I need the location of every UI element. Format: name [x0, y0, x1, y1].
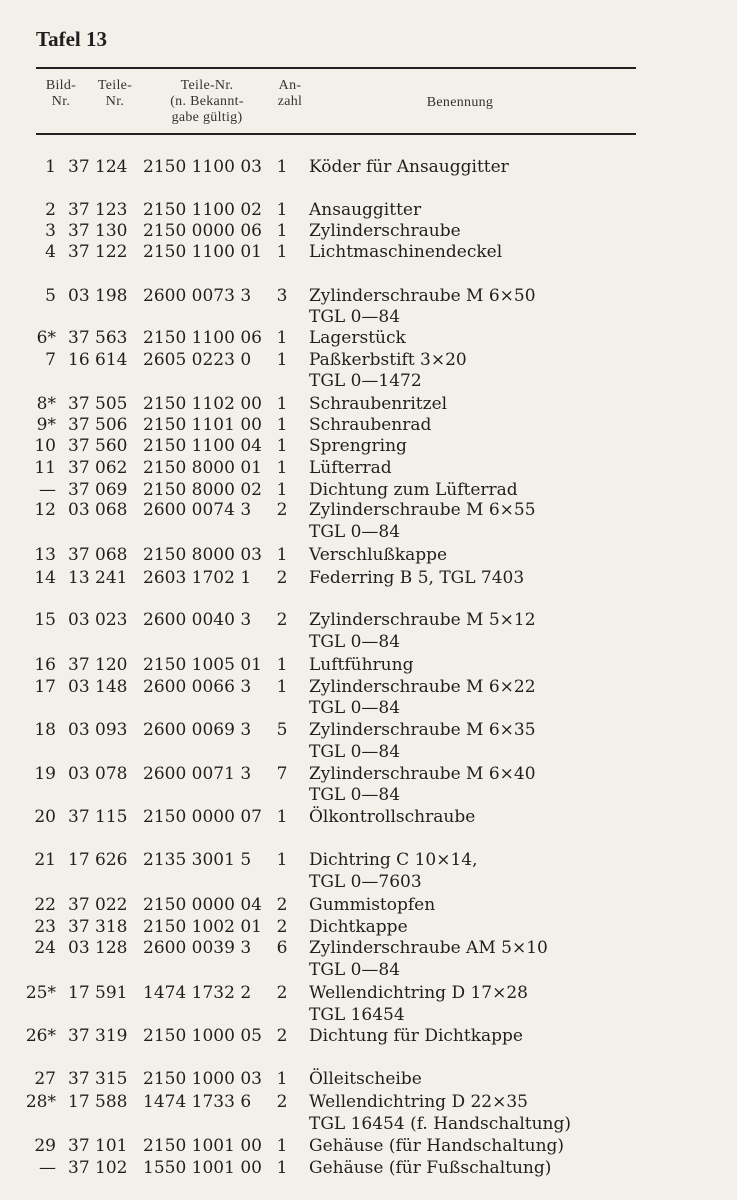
- table-row: [0, 850, 737, 870]
- header-teilenr-line1: Teile-Nr.: [180, 78, 234, 93]
- cell-teilenr: 2150 1101 00: [143, 415, 262, 435]
- table-row: [0, 610, 737, 630]
- cell-anz: 1: [276, 242, 288, 262]
- cell-bild: 24: [34, 938, 56, 958]
- table-row: [0, 632, 737, 652]
- cell-name: Ölkontrollschraube: [309, 807, 476, 827]
- table-row: [0, 371, 737, 391]
- cell-teile: 03 148: [68, 677, 128, 697]
- page-title: Tafel 13: [36, 27, 107, 51]
- cell-anz: 1: [276, 1136, 288, 1156]
- cell-teilenr: 2150 8000 02: [143, 480, 262, 500]
- cell-bild: 12: [34, 500, 56, 520]
- cell-anz: 2: [276, 917, 288, 937]
- cell-teile: 37 563: [68, 328, 128, 348]
- header-teile-line1: Teile-: [97, 78, 133, 93]
- cell-anz: 1: [276, 157, 288, 177]
- cell-anz: 6: [276, 938, 288, 958]
- table-row: [0, 436, 737, 456]
- cell-teile: 37 122: [68, 242, 128, 262]
- cell-anz: 2: [276, 500, 288, 520]
- header-benennung: Benennung: [426, 95, 494, 110]
- table-row: [0, 1092, 737, 1112]
- cell-name: Wellendichtring D 22×35: [309, 1092, 528, 1112]
- cell-teile: 03 023: [68, 610, 128, 630]
- cell-anz: 1: [276, 328, 288, 348]
- cell-teilenr: 2600 0066 3: [143, 677, 252, 697]
- cell-teile: 13 241: [68, 568, 128, 588]
- cell-name: TGL 0—84: [309, 698, 401, 718]
- table-row: [0, 742, 737, 762]
- cell-name: Köder für Ansauggitter: [309, 157, 509, 177]
- cell-name: TGL 16454: [309, 1005, 405, 1025]
- table-row: [0, 568, 737, 588]
- table-row: [0, 960, 737, 980]
- cell-name: Ölleitscheibe: [309, 1069, 422, 1089]
- cell-bild: —: [39, 1158, 56, 1178]
- header-bild: [38, 78, 84, 110]
- cell-name: Gehäuse (für Fußschaltung): [309, 1158, 552, 1178]
- table-row: [0, 221, 737, 241]
- cell-bild: 9*: [36, 415, 56, 435]
- cell-teile: 37 505: [68, 394, 128, 414]
- cell-bild: 16: [34, 655, 56, 675]
- cell-anz: 1: [276, 200, 288, 220]
- cell-name: TGL 0—7603: [309, 872, 422, 892]
- table-row: [0, 895, 737, 915]
- cell-anz: 1: [276, 221, 288, 241]
- cell-name: Sprengring: [309, 436, 407, 456]
- table-row: [0, 1026, 737, 1046]
- header-bild-line1: Bild-: [45, 78, 77, 93]
- cell-teilenr: 2150 1001 00: [143, 1136, 262, 1156]
- header-teile-line2: Nr.: [105, 94, 125, 109]
- cell-teile: 37 130: [68, 221, 128, 241]
- cell-teile: 37 318: [68, 917, 128, 937]
- table-row: [0, 1114, 737, 1134]
- table-row: [0, 458, 737, 478]
- table-row: [0, 764, 737, 784]
- cell-name: Dichtkappe: [309, 917, 408, 937]
- cell-bild: 17: [34, 677, 56, 697]
- header-top-rule: [36, 67, 636, 69]
- cell-teilenr: 2150 1005 01: [143, 655, 262, 675]
- cell-name: Zylinderschraube: [309, 221, 461, 241]
- cell-bild: 18: [34, 720, 56, 740]
- cell-teilenr: 2150 1100 03: [143, 157, 262, 177]
- cell-teilenr: 2150 0000 04: [143, 895, 262, 915]
- cell-teilenr: 2600 0073 3: [143, 286, 252, 306]
- cell-bild: 10: [34, 436, 56, 456]
- cell-teilenr: 2135 3001 5: [143, 850, 252, 870]
- cell-anz: 2: [276, 983, 288, 1003]
- cell-bild: 14: [34, 568, 56, 588]
- cell-name: Federring B 5, TGL 7403: [309, 568, 525, 588]
- cell-anz: 1: [276, 1158, 288, 1178]
- table-row: [0, 242, 737, 262]
- cell-teile: 37 022: [68, 895, 128, 915]
- cell-teile: 17 591: [68, 983, 128, 1003]
- cell-bild: 28*: [25, 1092, 56, 1112]
- cell-name: TGL 0—84: [309, 632, 401, 652]
- cell-teilenr: 2150 1100 01: [143, 242, 262, 262]
- cell-teile: 03 093: [68, 720, 128, 740]
- cell-name: Zylinderschraube M 6×40: [309, 764, 536, 784]
- cell-bild: 29: [34, 1136, 56, 1156]
- cell-bild: 15: [34, 610, 56, 630]
- cell-anz: 7: [276, 764, 288, 784]
- table-row: [0, 872, 737, 892]
- cell-teilenr: 2600 0071 3: [143, 764, 252, 784]
- table-row: [0, 938, 737, 958]
- header-teilenr-line3: gabe gültig): [171, 110, 243, 125]
- cell-bild: 6*: [36, 328, 56, 348]
- cell-teilenr: 2150 1002 01: [143, 917, 262, 937]
- cell-anz: 1: [276, 436, 288, 456]
- cell-bild: 4: [45, 242, 56, 262]
- cell-name: Lagerstück: [309, 328, 406, 348]
- cell-teile: 17 626: [68, 850, 128, 870]
- cell-name: Paßkerbstift 3×20: [309, 350, 467, 370]
- cell-teile: 03 078: [68, 764, 128, 784]
- cell-name: Dichtung zum Lüfterrad: [309, 480, 518, 500]
- cell-teile: 37 068: [68, 545, 128, 565]
- cell-bild: 2: [45, 200, 56, 220]
- cell-teilenr: 1474 1733 6: [143, 1092, 252, 1112]
- cell-anz: 1: [276, 1069, 288, 1089]
- table-row: [0, 522, 737, 542]
- cell-name: Gummistopfen: [309, 895, 436, 915]
- table-row: [0, 917, 737, 937]
- cell-name: TGL 0—1472: [309, 371, 422, 391]
- cell-bild: 5: [45, 286, 56, 306]
- cell-bild: 25*: [25, 983, 56, 1003]
- cell-teilenr: 2150 1100 06: [143, 328, 262, 348]
- cell-name: Zylinderschraube M 6×35: [309, 720, 536, 740]
- cell-teile: 37 506: [68, 415, 128, 435]
- cell-bild: 11: [34, 458, 56, 478]
- cell-teilenr: 2150 0000 06: [143, 221, 262, 241]
- cell-anz: 3: [276, 286, 288, 306]
- cell-anz: 1: [276, 545, 288, 565]
- cell-anz: 2: [276, 1026, 288, 1046]
- cell-bild: 22: [34, 895, 56, 915]
- cell-teile: 37 123: [68, 200, 128, 220]
- cell-name: TGL 0—84: [309, 785, 401, 805]
- cell-name: TGL 16454 (f. Handschaltung): [309, 1114, 572, 1134]
- table-row: [0, 720, 737, 740]
- header-teile: [88, 78, 142, 110]
- cell-anz: 1: [276, 850, 288, 870]
- cell-teilenr: 2150 1100 04: [143, 436, 262, 456]
- cell-teilenr: 2600 0039 3: [143, 938, 252, 958]
- cell-name: Zylinderschraube M 5×12: [309, 610, 536, 630]
- cell-anz: 1: [276, 480, 288, 500]
- table-row: [0, 500, 737, 520]
- cell-bild: 23: [34, 917, 56, 937]
- table-row: [0, 785, 737, 805]
- cell-bild: 3: [45, 221, 56, 241]
- cell-name: Wellendichtring D 17×28: [309, 983, 528, 1003]
- table-row: [0, 480, 737, 500]
- table-row: [0, 350, 737, 370]
- table-row: [0, 983, 737, 1003]
- header-anzahl-line2: zahl: [277, 94, 303, 109]
- header-teilenr-line2: (n. Bekannt-: [170, 94, 244, 109]
- cell-teilenr: 1550 1001 00: [143, 1158, 262, 1178]
- cell-bild: 20: [34, 807, 56, 827]
- table-row: [0, 1136, 737, 1156]
- cell-teilenr: 2150 0000 07: [143, 807, 262, 827]
- cell-teilenr: 2150 1000 03: [143, 1069, 262, 1089]
- cell-anz: 1: [276, 655, 288, 675]
- table-row: [0, 1069, 737, 1089]
- cell-name: TGL 0—84: [309, 960, 401, 980]
- cell-name: Lichtmaschinendeckel: [309, 242, 503, 262]
- cell-name: TGL 0—84: [309, 307, 401, 327]
- cell-bild: 1: [45, 157, 56, 177]
- cell-bild: 27: [34, 1069, 56, 1089]
- cell-teile: 03 128: [68, 938, 128, 958]
- table-row: [0, 677, 737, 697]
- cell-name: Gehäuse (für Handschaltung): [309, 1136, 565, 1156]
- cell-teilenr: 2150 8000 01: [143, 458, 262, 478]
- cell-anz: 2: [276, 1092, 288, 1112]
- cell-name: Ansauggitter: [309, 200, 422, 220]
- cell-name: Verschlußkappe: [309, 545, 448, 565]
- cell-teilenr: 2603 1702 1: [143, 568, 252, 588]
- table-row: [0, 655, 737, 675]
- cell-name: Dichtung für Dichtkappe: [309, 1026, 523, 1046]
- cell-bild: 21: [34, 850, 56, 870]
- cell-teilenr: 1474 1732 2: [143, 983, 252, 1003]
- cell-name: TGL 0—84: [309, 742, 401, 762]
- cell-name: Schraubenritzel: [309, 394, 448, 414]
- table-row: [0, 328, 737, 348]
- cell-teile: 37 315: [68, 1069, 128, 1089]
- table-row: [0, 307, 737, 327]
- header-bild-line2: Nr.: [51, 94, 71, 109]
- table-row: [0, 698, 737, 718]
- table-row: [0, 394, 737, 414]
- cell-anz: 1: [276, 350, 288, 370]
- cell-anz: 5: [276, 720, 288, 740]
- cell-teile: 37 102: [68, 1158, 128, 1178]
- table-row: [0, 200, 737, 220]
- cell-bild: 7: [45, 350, 56, 370]
- cell-name: Luftführung: [309, 655, 414, 675]
- cell-teile: 37 319: [68, 1026, 128, 1046]
- cell-anz: 2: [276, 610, 288, 630]
- cell-teilenr: 2150 1100 02: [143, 200, 262, 220]
- cell-teile: 16 614: [68, 350, 128, 370]
- cell-teilenr: 2600 0069 3: [143, 720, 252, 740]
- cell-name: Zylinderschraube M 6×22: [309, 677, 536, 697]
- cell-anz: 1: [276, 677, 288, 697]
- cell-teile: 37 101: [68, 1136, 128, 1156]
- header-anzahl: [270, 78, 310, 110]
- table-row: [0, 807, 737, 827]
- cell-anz: 1: [276, 458, 288, 478]
- cell-teilenr: 2600 0074 3: [143, 500, 252, 520]
- cell-bild: 13: [34, 545, 56, 565]
- cell-teile: 37 120: [68, 655, 128, 675]
- cell-anz: 2: [276, 895, 288, 915]
- header-bottom-rule: [36, 133, 636, 135]
- cell-teile: 37 062: [68, 458, 128, 478]
- header-anzahl-line1: An-: [278, 78, 302, 93]
- cell-name: TGL 0—84: [309, 522, 401, 542]
- cell-teilenr: 2600 0040 3: [143, 610, 252, 630]
- table-row: [0, 1158, 737, 1178]
- cell-anz: 1: [276, 394, 288, 414]
- cell-name: Schraubenrad: [309, 415, 432, 435]
- header-teilenr: [143, 78, 271, 126]
- table-row: [0, 286, 737, 306]
- cell-teilenr: 2150 8000 03: [143, 545, 262, 565]
- cell-name: Dichtring C 10×14,: [309, 850, 478, 870]
- cell-teile: 37 124: [68, 157, 128, 177]
- cell-teilenr: 2150 1102 00: [143, 394, 262, 414]
- cell-bild: 19: [34, 764, 56, 784]
- cell-teile: 37 069: [68, 480, 128, 500]
- cell-bild: 8*: [36, 394, 56, 414]
- cell-teile: 17 588: [68, 1092, 128, 1112]
- cell-bild: 26*: [25, 1026, 56, 1046]
- cell-anz: 1: [276, 415, 288, 435]
- cell-name: Zylinderschraube M 6×55: [309, 500, 536, 520]
- cell-teilenr: 2150 1000 05: [143, 1026, 262, 1046]
- cell-name: Zylinderschraube M 6×50: [309, 286, 536, 306]
- table-row: [0, 1005, 737, 1025]
- cell-name: Lüfterrad: [309, 458, 392, 478]
- cell-bild: —: [39, 480, 56, 500]
- table-row: [0, 545, 737, 565]
- cell-teile: 03 068: [68, 500, 128, 520]
- cell-teile: 37 560: [68, 436, 128, 456]
- cell-teile: 03 198: [68, 286, 128, 306]
- cell-anz: 2: [276, 568, 288, 588]
- table-row: [0, 157, 737, 177]
- cell-name: Zylinderschraube AM 5×10: [309, 938, 548, 958]
- table-row: [0, 415, 737, 435]
- cell-teilenr: 2605 0223 0: [143, 350, 252, 370]
- cell-teile: 37 115: [68, 807, 128, 827]
- cell-anz: 1: [276, 807, 288, 827]
